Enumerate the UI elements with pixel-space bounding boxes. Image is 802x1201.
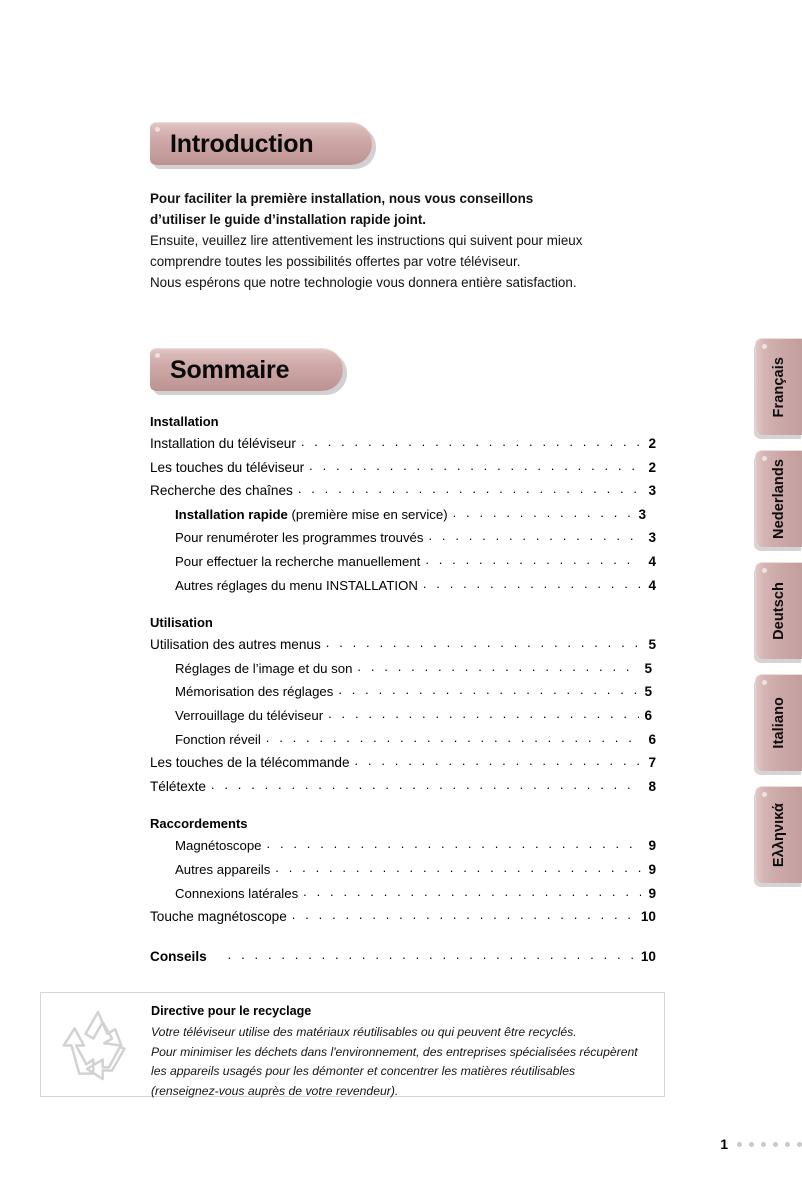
footer-dot-indicator <box>737 1142 802 1147</box>
footer-dot <box>761 1142 766 1147</box>
toc-dot-leader <box>453 501 633 525</box>
toc-entry-label: Pour renuméroter les programmes trouvés <box>175 530 424 546</box>
language-tab-label: Nederlands <box>771 459 787 539</box>
toc-entry[interactable] <box>150 728 656 752</box>
introduction-line: Nous espérons que notre technologie vous donnera entière satisfaction. <box>150 275 577 290</box>
recycling-icon <box>59 1005 137 1083</box>
toc-entry-label: Télétexte <box>150 778 206 794</box>
toc-entry-label <box>175 503 448 527</box>
toc-group-raccordements <box>150 814 656 928</box>
toc-entry[interactable] <box>150 657 656 681</box>
page-number: 1 <box>720 1136 728 1152</box>
recycling-line: (renseignez-vous auprès de votre revendeur). <box>151 1083 399 1098</box>
toc-entry-label: Pour effectuer la recherche manuellement <box>175 553 421 569</box>
toc-group-conseils <box>150 945 656 969</box>
toc-entry-label: Utilisation des autres menus <box>150 637 321 653</box>
toc-dot-leader <box>428 524 641 548</box>
toc-entry[interactable] <box>150 751 656 775</box>
toc-entry-page: 7 <box>648 755 656 771</box>
toc-entry[interactable] <box>150 704 656 728</box>
toc-dot-leader <box>301 430 641 454</box>
toc-dot-leader <box>298 477 641 501</box>
toc-entry-page: 9 <box>648 885 656 901</box>
toc-entry[interactable] <box>150 574 656 598</box>
toc-dot-leader <box>328 702 639 726</box>
language-tab-italiano[interactable] <box>755 674 802 771</box>
toc-dot-leader <box>267 832 641 856</box>
toc-entry-label: Autres réglages du menu INSTALLATION <box>175 577 418 593</box>
toc-entry-label: Touche magnétoscope <box>150 909 287 925</box>
footer-dot <box>785 1142 790 1147</box>
sommaire-banner <box>150 348 343 391</box>
toc-entry-page: 6 <box>644 707 652 723</box>
toc-entry-label: Magnétoscope <box>175 838 262 854</box>
language-tab-ellinika[interactable] <box>755 786 802 883</box>
toc-entry[interactable] <box>150 432 656 456</box>
introduction-heading: Introduction <box>170 129 314 158</box>
toc-section-title: Utilisation <box>150 615 213 631</box>
table-of-contents <box>150 412 656 968</box>
language-tab-francais[interactable] <box>755 338 802 435</box>
toc-entry-label: Fonction réveil <box>175 731 261 747</box>
toc-entry[interactable] <box>150 456 656 480</box>
toc-group-utilisation <box>150 613 656 798</box>
toc-group-installation <box>150 412 656 597</box>
toc-dot-leader <box>309 454 641 478</box>
recycling-title: Directive pour le recyclage <box>151 1004 312 1018</box>
introduction-line: d’utiliser le guide d’installation rapide joint. <box>150 212 427 227</box>
language-tab-nederlands[interactable] <box>755 450 802 547</box>
toc-entry-label: Les touches de la télécommande <box>150 755 350 771</box>
toc-dot-leader <box>338 678 639 702</box>
toc-entry-page: 4 <box>648 553 656 569</box>
toc-dot-leader <box>423 572 641 596</box>
language-tab-label: Deutsch <box>771 582 787 640</box>
introduction-paragraph <box>150 188 670 293</box>
toc-entry-page: 5 <box>644 684 652 700</box>
toc-entry-page: 6 <box>648 731 656 747</box>
toc-entry[interactable] <box>150 479 656 503</box>
toc-entry-page: 2 <box>648 459 656 475</box>
toc-entry[interactable] <box>150 945 656 969</box>
toc-entry[interactable] <box>150 882 656 906</box>
toc-entry-label: Installation du téléviseur <box>150 436 296 451</box>
toc-entry[interactable] <box>150 550 656 574</box>
introduction-line: Pour faciliter la première installation, nous vous conseillons <box>150 191 534 206</box>
toc-dot-leader <box>266 726 641 750</box>
toc-entry-label: Connexions latérales <box>175 885 299 901</box>
toc-entry-page: 5 <box>648 637 656 653</box>
toc-entry-label: Mémorisation des réglages <box>175 684 334 700</box>
language-tab-label: Français <box>771 356 787 418</box>
toc-entry-page: 8 <box>648 778 656 794</box>
language-tab-deutsch[interactable] <box>755 562 802 659</box>
toc-entry-label: Recherche des chaînes <box>150 483 293 499</box>
toc-dot-leader <box>228 943 639 967</box>
toc-entry-page: 9 <box>648 838 656 854</box>
recycling-line: Votre téléviseur utilise des matériaux réutilisables ou qui peuvent être recyclés. <box>151 1025 577 1039</box>
toc-entry-page: 3 <box>638 506 646 522</box>
recycling-line: Pour minimiser les déchets dans l'environnement, des entreprises spécialisées récupèrent <box>151 1044 638 1059</box>
language-tab-label: Italiano <box>771 697 787 749</box>
toc-dot-leader <box>326 631 641 655</box>
toc-dot-leader <box>292 903 639 927</box>
toc-entry-label: Verrouillage du téléviseur <box>175 707 324 723</box>
toc-dot-leader <box>355 749 642 773</box>
toc-entry[interactable] <box>150 680 656 704</box>
sommaire-heading: Sommaire <box>170 355 290 384</box>
footer-dot <box>737 1142 742 1147</box>
language-tab-label: Ελληνικά <box>771 802 787 868</box>
toc-dot-leader <box>303 880 641 904</box>
introduction-line: comprendre toutes les possibilités offertes par votre téléviseur. <box>150 254 521 269</box>
toc-entry-page: 2 <box>648 436 656 451</box>
toc-entry[interactable] <box>150 633 656 657</box>
recycling-line: les appareils usagés pour les démonter et concentrer les matières réutilisables <box>151 1064 576 1078</box>
toc-entry-page: 4 <box>648 577 656 593</box>
introduction-banner <box>150 122 372 165</box>
toc-dot-leader <box>357 655 639 679</box>
toc-dot-leader <box>275 856 641 880</box>
toc-entry-label: Réglages de l’image et du son <box>175 660 353 676</box>
toc-entry-page: 10 <box>640 948 656 964</box>
toc-entry-label: Les touches du téléviseur <box>150 459 305 475</box>
toc-entry-page: 10 <box>640 909 656 925</box>
toc-entry-label-suffix: (première mise en service) <box>287 506 448 522</box>
recycling-text-block <box>151 1001 656 1101</box>
toc-entry[interactable] <box>150 775 656 799</box>
page-footer <box>720 1136 802 1152</box>
recycling-directive-box <box>40 992 665 1097</box>
toc-entry[interactable] <box>150 503 656 527</box>
toc-entry-page: 3 <box>648 483 656 499</box>
toc-dot-leader <box>425 548 641 572</box>
toc-entry-page: 5 <box>644 660 652 676</box>
toc-entry-label-main: Installation rapide <box>175 506 288 522</box>
toc-dot-leader <box>211 773 641 797</box>
toc-entry-label: Conseils <box>150 948 207 964</box>
footer-dot <box>749 1142 754 1147</box>
toc-entry-page: 3 <box>648 530 656 546</box>
toc-entry-label: Autres appareils <box>175 861 271 877</box>
toc-section-title: Installation <box>150 414 219 429</box>
toc-entry[interactable] <box>150 834 656 858</box>
toc-entry[interactable] <box>150 858 656 882</box>
introduction-line: Ensuite, veuillez lire attentivement les instructions qui suivent pour mieux <box>150 233 583 248</box>
toc-entry[interactable] <box>150 526 656 550</box>
footer-dot <box>773 1142 778 1147</box>
toc-entry[interactable] <box>150 905 656 929</box>
footer-dot <box>797 1142 802 1147</box>
toc-entry-page: 9 <box>648 861 656 877</box>
toc-section-title: Raccordements <box>150 816 248 832</box>
